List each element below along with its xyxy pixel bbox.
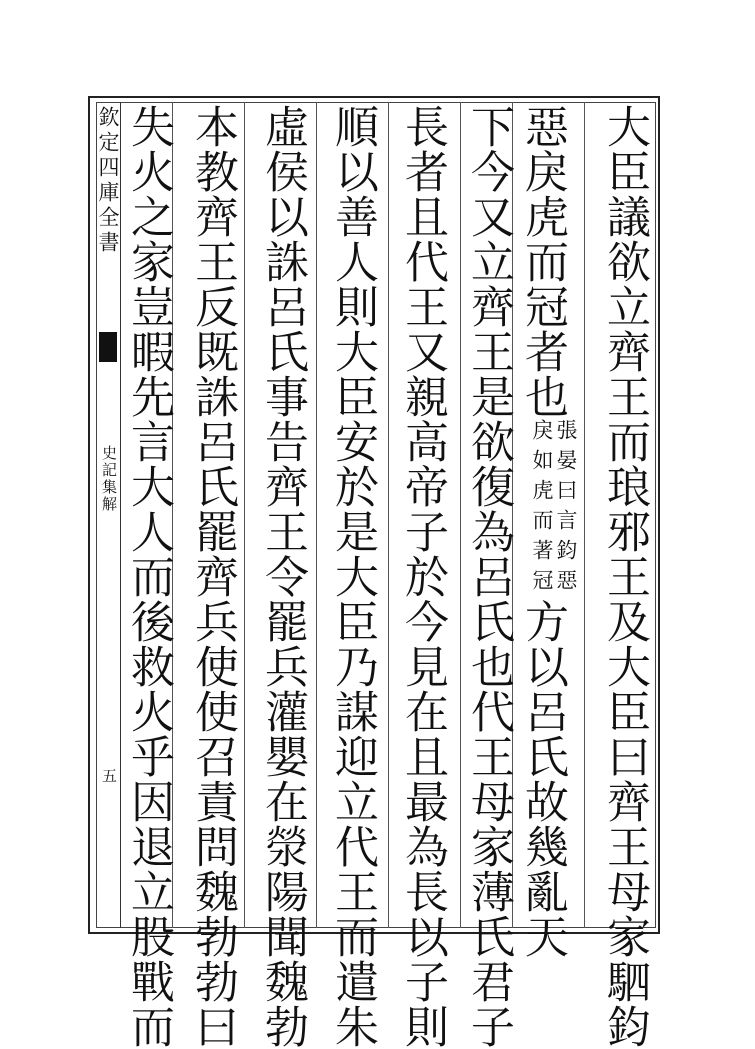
text-column-3: 下今又立齊王是欲復為呂氏也代王母家薄氏君子 xyxy=(463,104,514,1049)
commentary-note xyxy=(530,419,578,599)
text-column-2 xyxy=(517,104,578,959)
fish-tail-mark xyxy=(99,332,117,362)
commentary-left: 戾如虎而著冠 xyxy=(530,419,554,599)
text-column-7: 本教齊王反既誅呂氏罷齊兵使使召責問魏勃勃曰 xyxy=(187,104,238,1049)
main-text: 惡戾虎而冠者也 xyxy=(517,104,568,419)
column-rule xyxy=(584,102,585,928)
main-text: 方以呂氏故幾亂天 xyxy=(517,599,568,959)
text-column-1: 大臣議欲立齊王而琅邪王及大臣曰齊王母家駟鈞 xyxy=(599,104,650,1049)
chapter-title: 史記集解 xyxy=(100,445,118,513)
commentary-right: 張晏曰言鈞惡 xyxy=(554,419,578,599)
text-column-4: 長者且代王又親高帝子於今見在且最為長以子則 xyxy=(397,104,448,1049)
column-rule xyxy=(316,102,317,928)
text-column-5: 順以善人則大臣安於是大臣乃謀迎立代王而遣朱 xyxy=(327,104,378,1049)
column-rule xyxy=(388,102,389,928)
book-title: 欽定四庫全書 xyxy=(96,106,120,256)
text-column-8: 失火之家豈暇先言大人而後救火乎因退立股戰而 xyxy=(123,104,174,1049)
column-rule xyxy=(244,102,245,928)
text-column-6: 虛侯以誅呂氏事告齊王令罷兵灌嬰在滎陽聞魏勃 xyxy=(257,104,308,1049)
column-rule xyxy=(460,102,461,928)
page-number: 五 xyxy=(100,768,118,783)
